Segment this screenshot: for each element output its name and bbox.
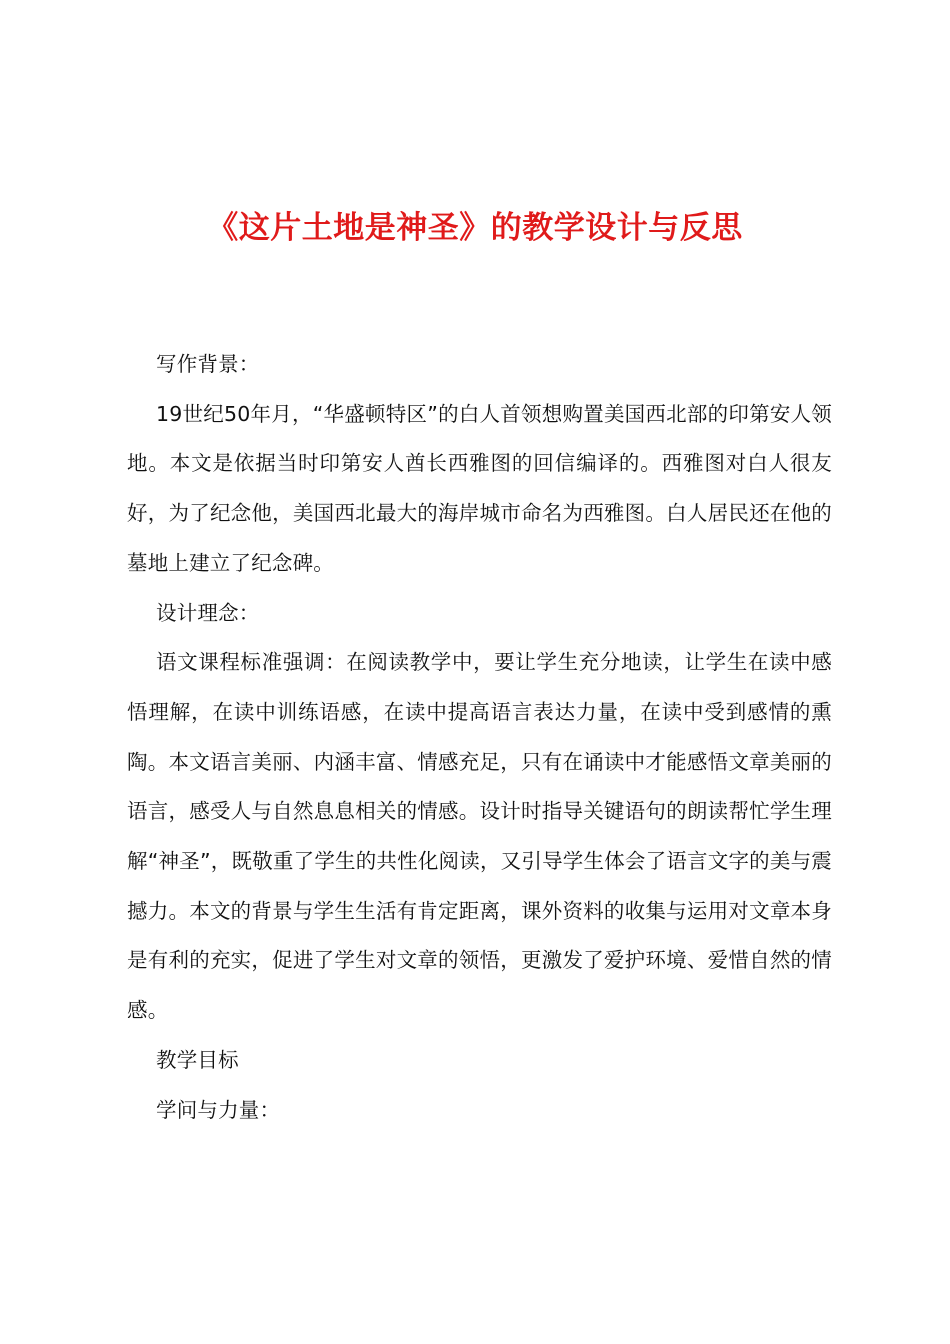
- paragraph-background: 19世纪50年月，“华盛顿特区”的白人首领想购置美国西北部的印第安人领地。本文是依据当时印第安人酋长西雅图的回信编译的。西雅图对白人很友好，为了纪念他，美国西北最大的海岸城市命名为西雅图。白人居民还在他的墓地上建立了纪念碑。: [127, 401, 832, 575]
- heading-knowledge-ability: 学问与力量：: [156, 1097, 281, 1122]
- paragraph-design-concept: 语文课程标准强调：在阅读教学中，要让学生充分地读，让学生在读中感悟理解，在读中训练语感，在读中提高语言表达力量，在读中受到感情的熏陶。本文语言美丽、内涵丰富、情感充足，只有在诵读中才能感悟文章美丽的语言，感受人与自然息息相关的情感。设计时指导关键语句的朗读帮忙学生理解“神圣”，既敬重了学生的共性化阅读，又引导学生体会了语言文字的美与震撼力。本文的背景与学生生活有肯定距离，课外资料的收集与运用对文章本身是有利的充实，促进了学生对文章的领悟，更激发了爱护环境、爱惜自然的情感。: [127, 650, 832, 1023]
- heading-writing-background: 写作背景：: [156, 352, 260, 376]
- document-body: [127, 340, 832, 1135]
- heading-teaching-goals: 教学目标: [156, 1047, 239, 1072]
- document-title: 《这片土地是神圣》的教学设计与反思: [207, 210, 743, 246]
- heading-design-concept: 设计理念：: [156, 600, 260, 625]
